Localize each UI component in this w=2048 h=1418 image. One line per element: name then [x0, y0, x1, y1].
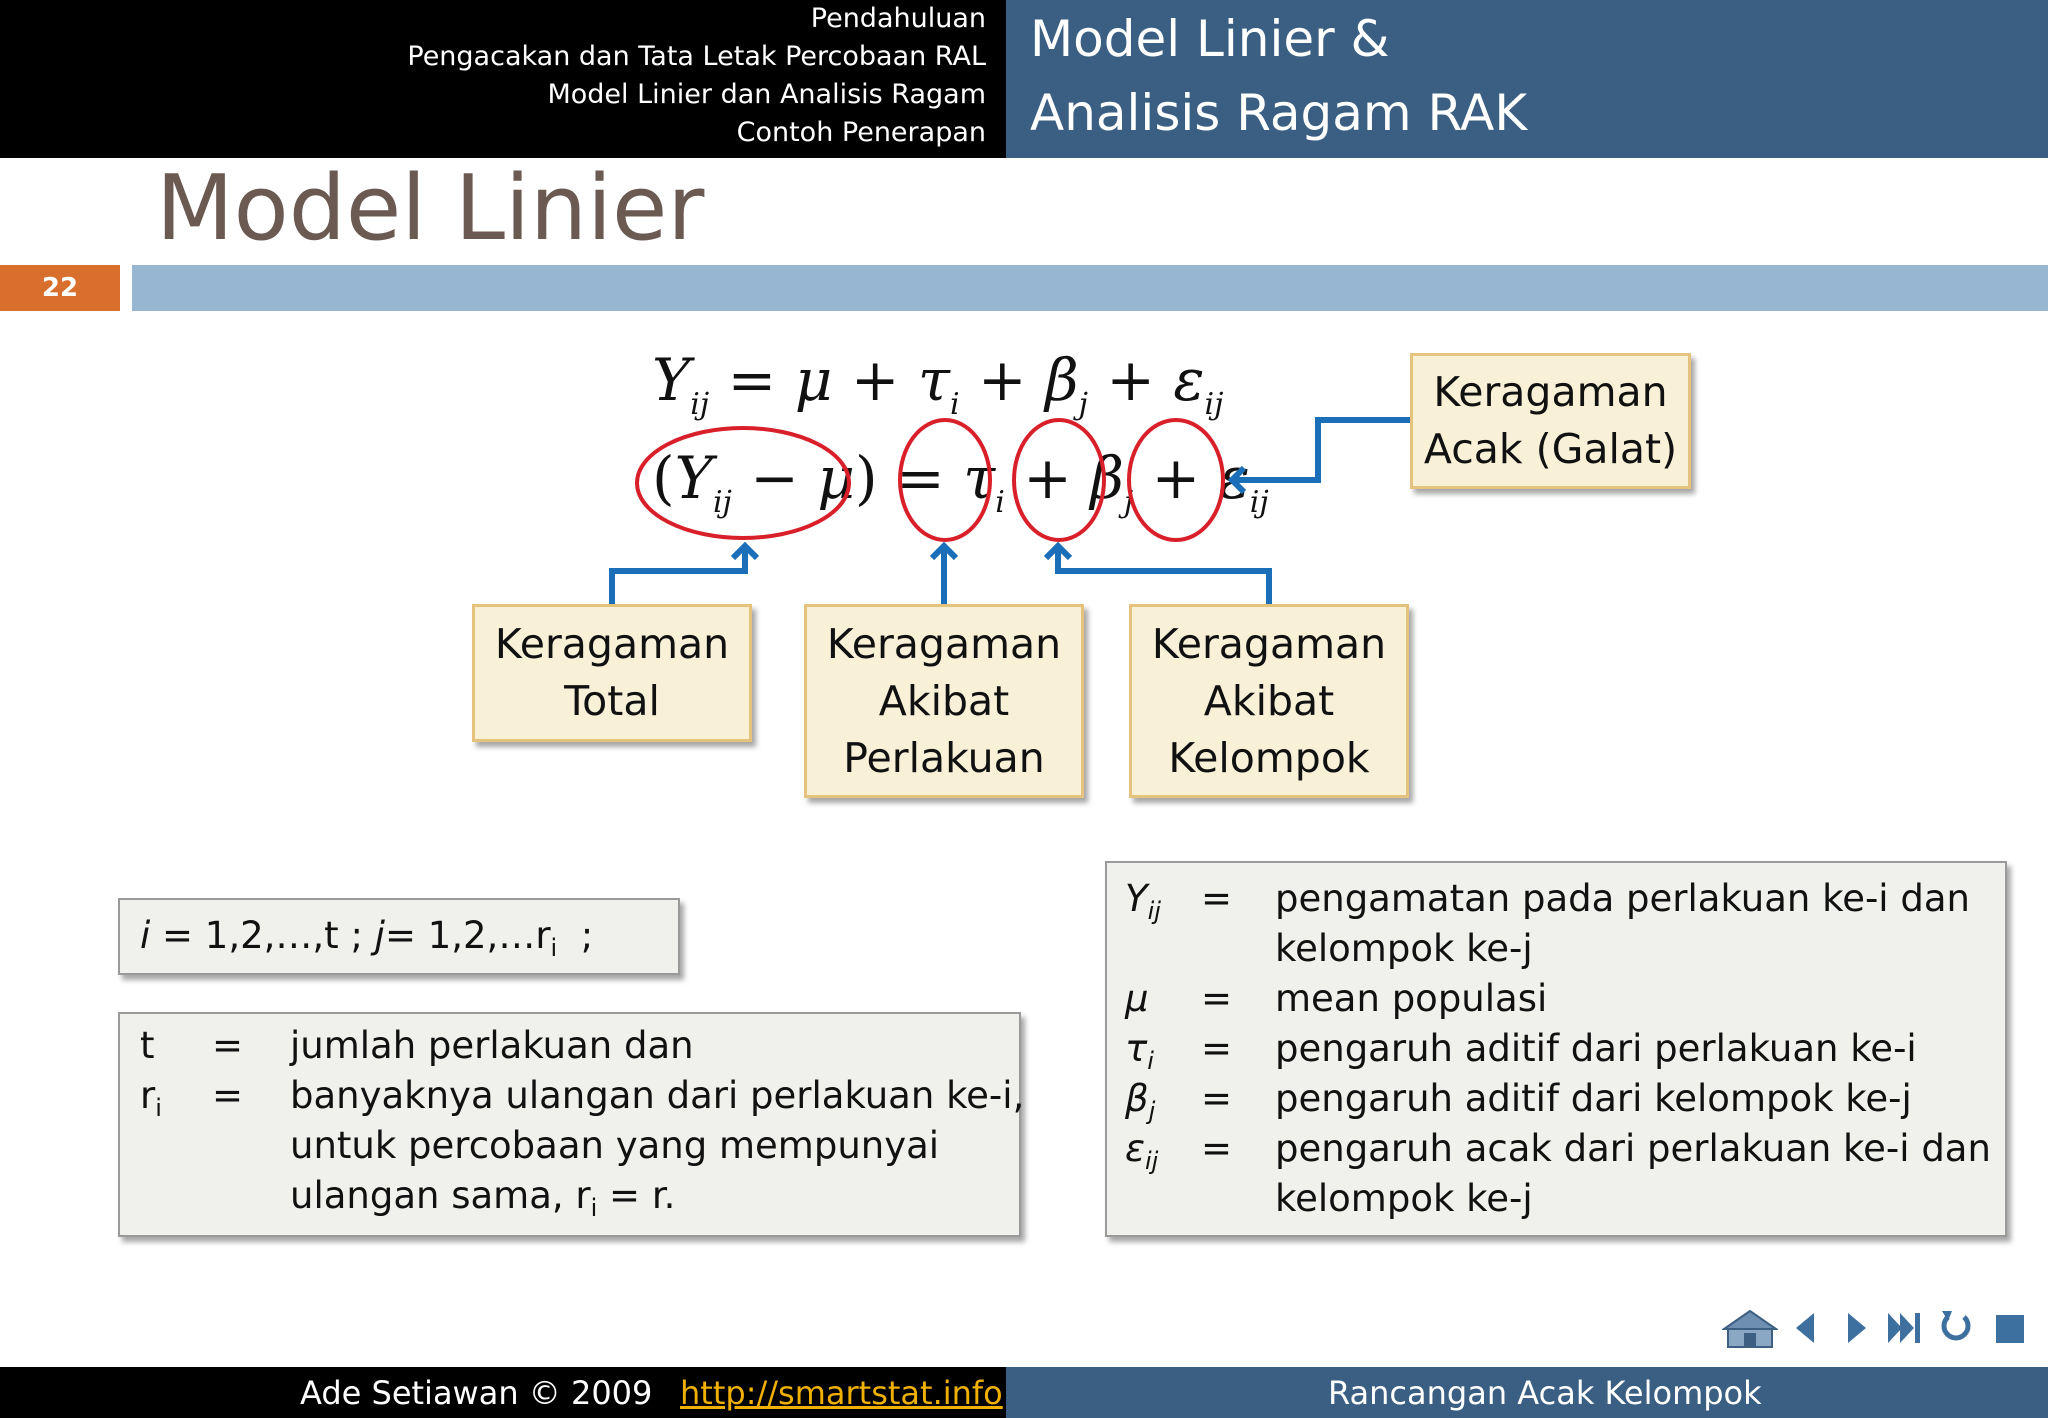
nav-item-pendahuluan[interactable]: Pendahuluan — [810, 3, 986, 34]
def-sym-epsilon: $\varepsilon_{ij}$ — [1125, 1127, 1159, 1175]
index-range-text: i = 1,2,…,t ; $j= 1,2,\dots r_i$ ; — [140, 914, 594, 962]
box-keragaman-acak: Keragaman Acak (Galat) — [1410, 353, 1691, 489]
last-icon[interactable] — [1884, 1305, 1924, 1351]
page-number: 22 — [0, 265, 120, 311]
box-keragaman-total: Keragaman Total — [472, 604, 752, 742]
def-sym-mu: μ — [1125, 977, 1149, 1020]
arrow-galat — [1232, 420, 1410, 480]
def-row-last: ulangan sama, $r_i = r$. — [290, 1174, 676, 1222]
arrow-total — [612, 548, 745, 604]
home-icon[interactable] — [1722, 1305, 1778, 1351]
section-title-line1: Model Linier & — [1030, 10, 1390, 68]
def-sym-y: $Y_{ij}$ — [1125, 877, 1161, 925]
definitions-left-box: t = jumlah perlakuan dan $r_i$ = banyaknya ulangan dari perlakuan ke-i, untuk percobaan yang mempunyai ulangan sama, $r_i = r$. — [118, 1012, 1021, 1237]
section-title-line2: Analisis Ragam RAK — [1030, 84, 1528, 142]
footer-right — [1006, 1367, 2048, 1418]
footer-course-title: Rancangan Acak Kelompok — [1328, 1374, 1762, 1412]
definitions-right-box: $Y_{ij}$ = pengamatan pada perlakuan ke-i dan kelompok ke-j μ = mean populasi $\tau_i$ = pengaruh aditif dari perlakuan ke-i $\beta_j$ = pengaruh aditif dari kelompok ke-j $\varepsilon_{ij}$ = pengaruh acak dari perlakuan ke-i dan kelompok ke-j — [1105, 861, 2007, 1237]
arrow-kelompok — [1058, 546, 1269, 604]
def-sym-beta: $\beta_j$ — [1125, 1077, 1156, 1125]
box-keragaman-kelompok: Keragaman Akibat Kelompok — [1129, 604, 1409, 798]
equation-line-2: $(Y_{ij} - \mu) = \tau_i + \beta_j + \varepsilon_{ij}$ — [652, 444, 1269, 520]
box-keragaman-perlakuan: Keragaman Akibat Perlakuan — [804, 604, 1084, 798]
def-row-t: t — [140, 1024, 155, 1067]
nav-item-model-linier[interactable]: Model Linier dan Analisis Ragam — [547, 79, 986, 110]
footer-link[interactable]: http://smartstat.info — [680, 1374, 1003, 1412]
equation-line-1: $Y_{ij} = \mu + \tau_i + \beta_j + \varepsilon_{ij}$ — [652, 346, 1224, 422]
next-icon[interactable] — [1836, 1305, 1876, 1351]
nav-item-contoh[interactable]: Contoh Penerapan — [736, 117, 986, 148]
nav-item-pengacakan[interactable]: Pengacakan dan Tata Letak Percobaan RAL — [407, 41, 986, 72]
slide-title: Model Linier — [156, 156, 705, 261]
def-sym-tau: $\tau_i$ — [1125, 1027, 1154, 1075]
def-row-r: $r_i$ — [140, 1074, 162, 1122]
stop-icon[interactable] — [1990, 1305, 2030, 1351]
footer-left — [0, 1367, 1006, 1418]
footer-author: Ade Setiawan © 2009 — [300, 1374, 653, 1412]
previous-icon[interactable] — [1786, 1305, 1826, 1351]
return-icon[interactable] — [1936, 1305, 1976, 1351]
index-range-box — [118, 898, 680, 975]
